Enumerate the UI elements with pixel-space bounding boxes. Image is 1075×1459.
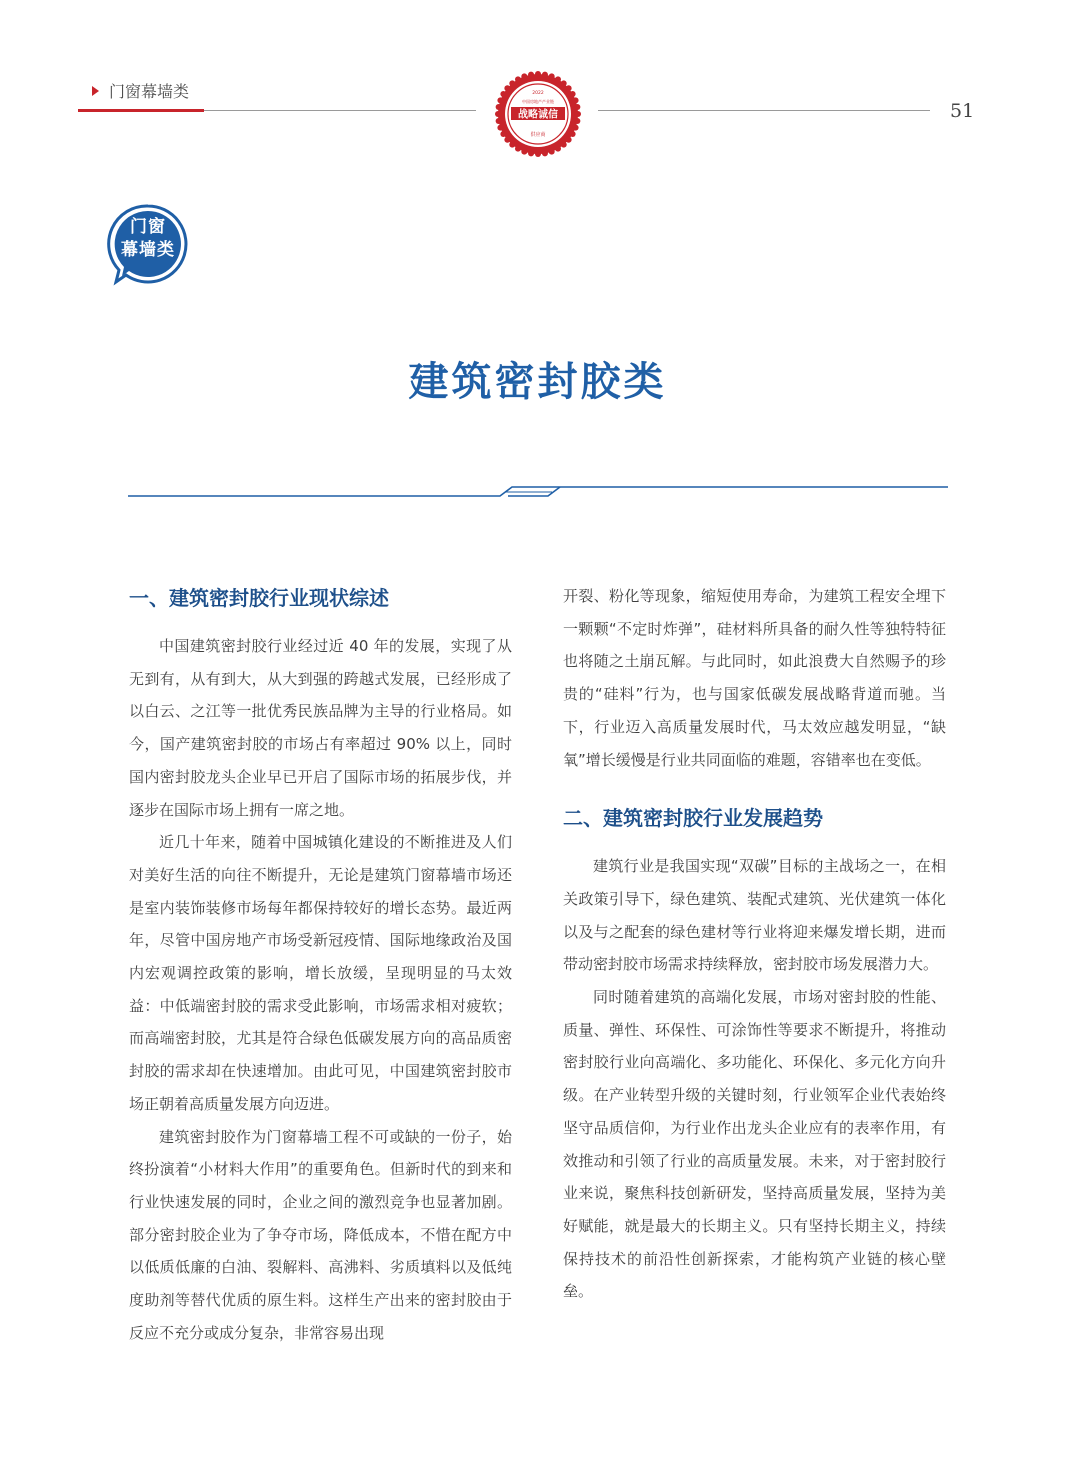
section-heading-2: 二、建筑密封胶行业发展趋势 [563,806,823,831]
paragraph: 同时随着建筑的高端化发展，市场对密封胶的性能、质量、弹性、环保性、可涂饰性等要求不断提升，将推动密封胶行业向高端化、多功能化、环保化、多元化方向升级。在产业转型升级的关键时刻，行业领军企业代表始终坚守品质信仰，为行业作出龙头企业应有的表率作用，有效推动和引领了行业的高质量发展。未来，对于密封胶行业来说，聚焦科技创新研发，坚持高质量发展，坚持为美好赋能，就是最大的长期主义。只有坚持长期主义，持续保持技术的前沿性创新探索，才能构筑产业链的核心壁垒。 [563,988,946,1301]
header-rule-right [598,110,930,111]
paragraph-continued: 开裂、粉化等现象，缩短使用寿命，为建筑工程安全埋下一颗颗“不定时炸弹”，硅材料所具备的耐久性等独特特征也将随之土崩瓦解。与此同时，如此浪费大自然赐予的珍贵的“硅料”行为，也与国家低碳发展战略背道而驰。当下，行业迈入高质量发展时代，马太效应越发明显，“缺氧”增长缓慢是行业共同面临的难题，容错率也在变低。 [563,587,946,769]
page-number: 51 [950,100,975,122]
badge-line-1: 门窗 [130,217,166,237]
category-badge [102,200,194,286]
left-column [129,580,512,1349]
right-column [563,580,946,1308]
svg-text:中国房地产产业链: 中国房地产产业链 [522,99,554,104]
running-header-section [92,79,189,102]
badge-line-2: 幕墙类 [121,240,175,260]
title-divider [128,478,948,508]
paragraph: 近几十年来，随着中国城镇化建设的不断推进及人们对美好生活的向往不断提升，无论是建筑门窗幕墙市场还是室内装饰装修市场每年都保持较好的增长态势。最近两年，尽管中国房地产市场受新冠疫情、国际地缘政治及国内宏观调控政策的影响，增长放缓，呈现明显的马太效益：中低端密封胶的需求受此影响，市场需求相对疲软；而高端密封胶，尤其是符合绿色低碳发展方向的高品质密封胶的需求却在快速增加。由此可见，中国建筑密封胶市场正朝着高质量发展方向迈进。 [129,833,512,1113]
svg-text:战略诚信: 战略诚信 [518,109,558,121]
svg-text:2022: 2022 [532,91,544,96]
section-heading-1: 一、建筑密封胶行业现状综述 [129,586,389,610]
paragraph: 中国建筑密封胶行业经过近 40 年的发展，实现了从无到有，从有到大，从大到强的跨越式发展，已经形成了以白云、之江等一批优秀民族品牌为主导的行业格局。如今，国产建筑密封胶的市场占有率超过 90% 以上，同时国内密封胶龙头企业早已开启了国际市场的拓展步伐，并逐步在国际市场上拥有一席之地。 [129,637,512,819]
paragraph: 建筑密封胶作为门窗幕墙工程不可或缺的一份子，始终扮演着“小材料大作用”的重要角色。但新时代的到来和行业快速发展的同时，企业之间的激烈竞争也显著加剧。部分密封胶企业为了争夺市场，降低成本，不惜在配方中以低质低廉的白油、裂解料、高沸料、劣质填料以及低纯度助剂等替代优质的原生料。这样生产出来的密封胶由于反应不充分或成分复杂，非常容易出现 [129,1127,512,1342]
svg-text:供应商: 供应商 [530,132,546,138]
triangle-bullet-icon [92,86,99,96]
strategic-supplier-seal-icon [494,70,582,158]
header-rule-accent [78,109,204,112]
paragraph: 建筑行业是我国实现“双碳”目标的主战场之一，在相关政策引导下，绿色建筑、装配式建筑、光伏建筑一体化以及与之配套的绿色建材等行业将迎来爆发增长期，进而带动密封胶市场需求持续释放，密封胶市场发展潜力大。 [563,857,946,974]
page-title: 建筑密封胶类 [408,359,667,405]
section-label: 门窗幕墙类 [109,82,190,101]
